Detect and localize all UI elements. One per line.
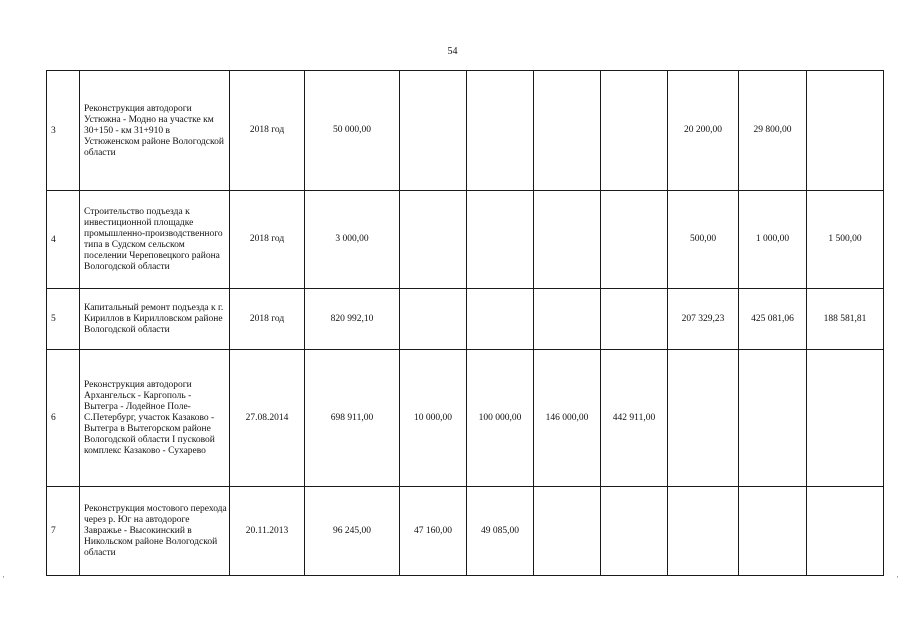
- value-cell: 1 500,00: [807, 191, 884, 289]
- projects-table: [46, 70, 884, 576]
- value-cell: [534, 71, 601, 191]
- date-cell: 2018 год: [230, 191, 305, 289]
- value-cell: [668, 350, 739, 487]
- value-cell: [668, 487, 739, 576]
- value-cell: 442 911,00: [601, 350, 668, 487]
- value-cell: 500,00: [668, 191, 739, 289]
- total-cell: 820 992,10: [305, 289, 400, 350]
- value-cell: [807, 71, 884, 191]
- table-row: [47, 350, 884, 487]
- scan-mark-left: ·: [2, 572, 5, 582]
- value-cell: [739, 350, 807, 487]
- value-cell: [601, 71, 668, 191]
- object-name: Реконструкция автодороги Устюжна - Модно на участке км 30+150 - км 31+910 в Устюженском районе Вологодской области: [80, 71, 230, 191]
- value-cell: [807, 487, 884, 576]
- total-cell: 3 000,00: [305, 191, 400, 289]
- value-cell: [807, 350, 884, 487]
- value-cell: [400, 191, 467, 289]
- value-cell: [739, 487, 807, 576]
- value-cell: [534, 191, 601, 289]
- value-cell: 20 200,00: [668, 71, 739, 191]
- value-cell: 425 081,06: [739, 289, 807, 350]
- value-cell: [400, 289, 467, 350]
- row-number: 4: [47, 191, 80, 289]
- value-cell: 146 000,00: [534, 350, 601, 487]
- object-name: Реконструкция мостового перехода через р. Юг на автодороге Завражье - Высокинский в Никольском районе Вологодской области: [80, 487, 230, 576]
- date-cell: 20.11.2013: [230, 487, 305, 576]
- value-cell: [400, 71, 467, 191]
- table-row: [47, 191, 884, 289]
- table-row: [47, 71, 884, 191]
- value-cell: [534, 487, 601, 576]
- value-cell: 47 160,00: [400, 487, 467, 576]
- value-cell: [467, 289, 534, 350]
- table-row: [47, 487, 884, 576]
- object-name: Реконструкция автодороги Архангельск - Каргополь - Вытегра - Лодейное Поле-С.Петербург, участок Казаково - Вытегра в Вытегорском районе Вологодской области I пусковой комплекс Казаково - Сухарево: [80, 350, 230, 487]
- row-number: 6: [47, 350, 80, 487]
- row-number: 3: [47, 71, 80, 191]
- value-cell: [601, 487, 668, 576]
- date-cell: 2018 год: [230, 71, 305, 191]
- date-cell: 27.08.2014: [230, 350, 305, 487]
- value-cell: [534, 289, 601, 350]
- page-number: 54: [447, 46, 458, 57]
- row-number: 5: [47, 289, 80, 350]
- table-row: [47, 289, 884, 350]
- value-cell: 29 800,00: [739, 71, 807, 191]
- value-cell: 10 000,00: [400, 350, 467, 487]
- value-cell: [601, 289, 668, 350]
- value-cell: 100 000,00: [467, 350, 534, 487]
- value-cell: 49 085,00: [467, 487, 534, 576]
- row-number: 7: [47, 487, 80, 576]
- total-cell: 96 245,00: [305, 487, 400, 576]
- object-name: Капитальный ремонт подъезда к г. Кириллов в Кирилловском районе Вологодской области: [80, 289, 230, 350]
- value-cell: [467, 191, 534, 289]
- value-cell: [601, 191, 668, 289]
- value-cell: [467, 71, 534, 191]
- value-cell: 1 000,00: [739, 191, 807, 289]
- value-cell: 188 581,81: [807, 289, 884, 350]
- scan-mark-right: ·: [896, 572, 899, 582]
- value-cell: 207 329,23: [668, 289, 739, 350]
- total-cell: 50 000,00: [305, 71, 400, 191]
- date-cell: 2018 год: [230, 289, 305, 350]
- total-cell: 698 911,00: [305, 350, 400, 487]
- object-name: Строительство подъезда к инвестиционной площадке промышленно-производственного типа в Судском сельском поселении Череповецкого района Вологодской области: [80, 191, 230, 289]
